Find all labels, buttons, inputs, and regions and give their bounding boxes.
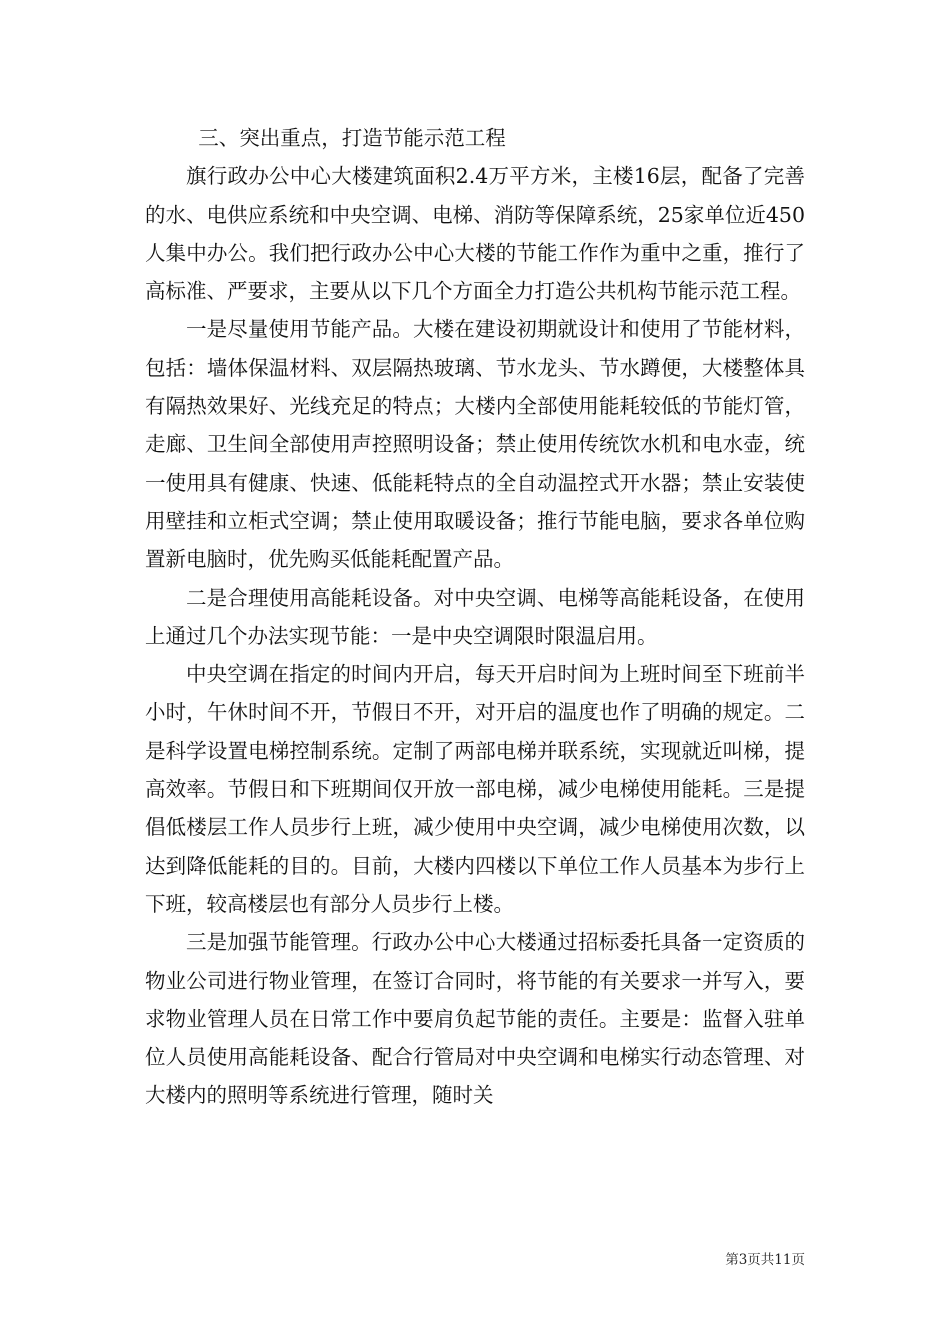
document-body <box>145 119 805 1115</box>
page-number-footer: 第3页共11页 <box>725 1252 805 1268</box>
section-heading: 三、突出重点，打造节能示范工程 <box>198 126 506 150</box>
paragraph-building-overview: 旗行政办公中心大楼建筑面积2.4万平方米，主楼16层，配备了完善的水、电供应系统和中央空调、电梯、消防等保障系统，25家单位近450人集中办公。我们把行政办公中心大楼的节能工作作为重中之重，推行了高标准、严要求，主要从以下几个方面全力打造公共机构节能示范工程。 <box>145 164 805 304</box>
paragraph-energy-management: 三是加强节能管理。行政办公中心大楼通过招标委托具备一定资质的物业公司进行物业管理，在签订合同时，将节能的有关要求一并写入，要求物业管理人员在日常工作中要肩负起节能的责任。主要是：监督入驻单位人员使用高能耗设备、配合行管局对中央空调和电梯实行动态管理、对大楼内的照明等系统进行管理，随时关 <box>145 930 805 1108</box>
paragraph-air-conditioning-elevators: 中央空调在指定的时间内开启，每天开启时间为上班时间至下班前半小时，午休时间不开，节假日不开，对开启的温度也作了明确的规定。二是科学设置电梯控制系统。定制了两部电梯并联系统，实现就近叫梯，提高效率。节假日和下班期间仅开放一部电梯，减少电梯使用能耗。三是提倡低楼层工作人员步行上班，减少使用中央空调，减少电梯使用次数，以达到降低能耗的目的。目前，大楼内四楼以下单位工作人员基本为步行上下班，较高楼层也有部分人员步行上楼。 <box>145 662 805 916</box>
paragraph-energy-products: 一是尽量使用节能产品。大楼在建设初期就设计和使用了节能材料，包括：墙体保温材料、双层隔热玻璃、节水龙头、节水蹲便，大楼整体具有隔热效果好、光线充足的特点；大楼内全部使用能耗较低的节能灯管，走廊、卫生间全部使用声控照明设备；禁止使用传统饮水机和电水壶，统一使用具有健康、快速、低能耗特点的全自动温控式开水器；禁止安装使用壁挂和立柜式空调；禁止使用取暖设备；推行节能电脑，要求各单位购置新电脑时，优先购买低能耗配置产品。 <box>145 317 805 572</box>
paragraph-high-energy-equipment: 二是合理使用高能耗设备。对中央空调、电梯等高能耗设备，在使用上通过几个办法实现节能：一是中央空调限时限温启用。 <box>145 585 805 648</box>
